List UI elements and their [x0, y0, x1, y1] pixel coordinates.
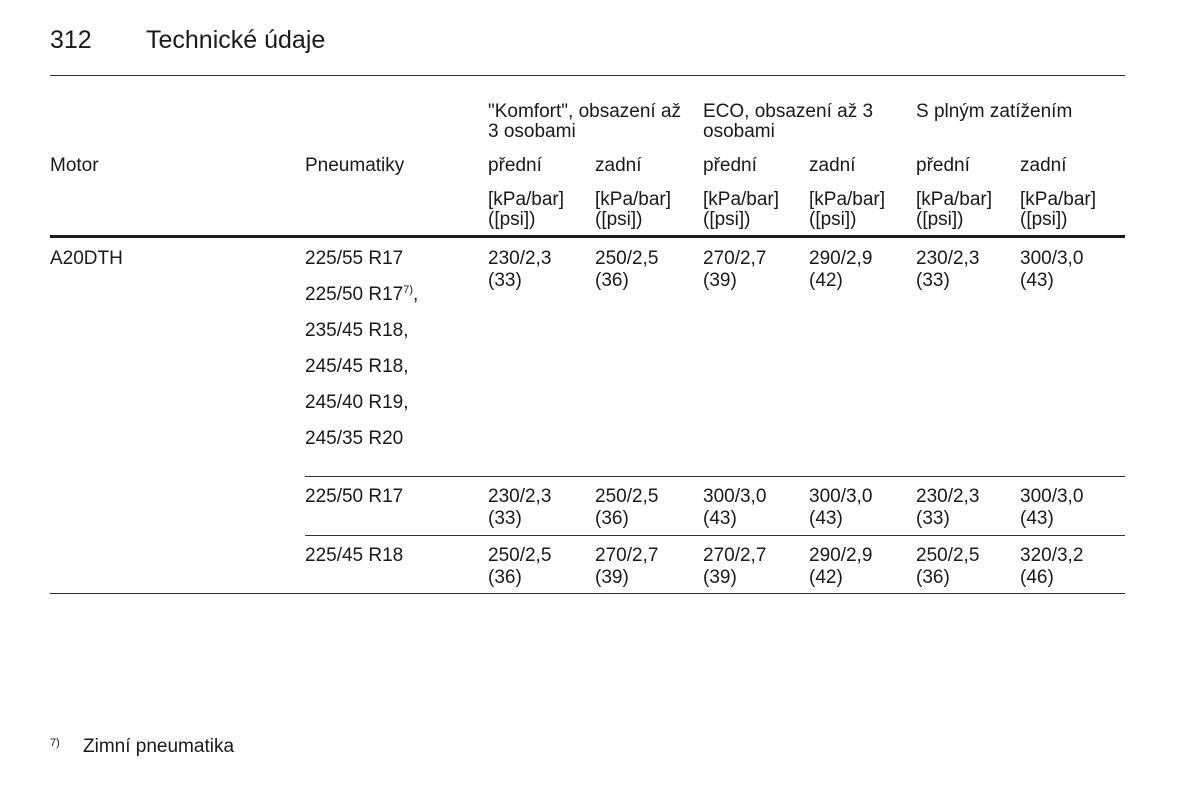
- pressure-kpa-bar: 250/2,5: [595, 248, 659, 269]
- pressure-psi: (43): [1020, 270, 1054, 291]
- pressure-psi: (36): [488, 567, 522, 588]
- tyres-header: Pneumatiky: [305, 155, 405, 176]
- pressure-psi: (36): [595, 508, 629, 529]
- pressure-kpa-bar: 300/3,0: [809, 486, 873, 507]
- pressure-kpa-bar: 230/2,3: [916, 248, 980, 269]
- unit-header: ([psi]): [595, 209, 643, 230]
- group-header: "Komfort", obsazení až 3 osobami: [488, 101, 682, 142]
- pressure-psi: (43): [703, 508, 737, 529]
- pressure-kpa-bar: 300/3,0: [1020, 248, 1084, 269]
- pressure-psi: (42): [809, 567, 843, 588]
- pressure-kpa-bar: 300/3,0: [703, 486, 767, 507]
- tyre-size: 225/45 R18: [305, 545, 404, 566]
- tyre-size: 245/35 R20: [305, 428, 404, 449]
- pressure-psi: (33): [916, 270, 950, 291]
- pressure-kpa-bar: 300/3,0: [1020, 486, 1084, 507]
- pressure-psi: (36): [595, 270, 629, 291]
- unit-header: [kPa/bar]: [595, 189, 672, 210]
- row-divider: [305, 476, 1125, 477]
- tyre-size-text: 225/50 R17: [305, 284, 404, 305]
- unit-header: [kPa/bar]: [809, 189, 886, 210]
- pressure-kpa-bar: 320/3,2: [1020, 545, 1084, 566]
- group-header: S plným zatížením: [916, 101, 1073, 122]
- pressure-kpa-bar: 250/2,5: [916, 545, 980, 566]
- unit-header: ([psi]): [916, 209, 964, 230]
- pressure-psi: (33): [916, 508, 950, 529]
- unit-header: ([psi]): [1020, 209, 1068, 230]
- row-divider: [305, 535, 1125, 536]
- motor-header: Motor: [50, 155, 99, 176]
- axle-header: přední: [703, 155, 757, 176]
- pressure-psi: (33): [488, 508, 522, 529]
- pressure-psi: (36): [916, 567, 950, 588]
- axle-header: zadní: [809, 155, 856, 176]
- unit-header: [kPa/bar]: [488, 189, 565, 210]
- pressure-psi: (46): [1020, 567, 1054, 588]
- page-title: Technické údaje: [146, 26, 326, 54]
- header-rule: [50, 75, 1125, 76]
- pressure-kpa-bar: 290/2,9: [809, 545, 873, 566]
- row-divider: [50, 593, 1125, 594]
- header-bottom-rule: [50, 235, 1125, 238]
- pressure-psi: (39): [703, 567, 737, 588]
- axle-header: přední: [488, 155, 542, 176]
- pressure-psi: (39): [595, 567, 629, 588]
- pressure-kpa-bar: 230/2,3: [488, 486, 552, 507]
- pressure-psi: (39): [703, 270, 737, 291]
- footnote-text: Zimní pneumatika: [83, 736, 235, 757]
- footnote-ref: 7): [403, 284, 414, 296]
- unit-header: ([psi]): [488, 209, 536, 230]
- page-header: [50, 24, 1125, 76]
- tyre-size: [305, 284, 418, 306]
- footnote-mark: 7): [50, 737, 60, 749]
- tyre-size-suffix: ,: [413, 284, 419, 305]
- unit-header: [kPa/bar]: [1020, 189, 1097, 210]
- unit-header: ([psi]): [809, 209, 857, 230]
- page-number: 312: [50, 26, 92, 54]
- pressure-psi: (43): [809, 508, 843, 529]
- unit-header: [kPa/bar]: [703, 189, 780, 210]
- motor-cell: A20DTH: [50, 248, 123, 269]
- axle-header: zadní: [1020, 155, 1067, 176]
- axle-header: přední: [916, 155, 970, 176]
- unit-header: ([psi]): [703, 209, 751, 230]
- pressure-kpa-bar: 230/2,3: [488, 248, 552, 269]
- unit-header: [kPa/bar]: [916, 189, 993, 210]
- tyre-size: 225/55 R17: [305, 248, 404, 269]
- group-header: ECO, obsazení až 3 osobami: [703, 101, 874, 142]
- tyre-size: 235/45 R18,: [305, 320, 409, 341]
- pressure-kpa-bar: 250/2,5: [488, 545, 552, 566]
- pressure-kpa-bar: 270/2,7: [595, 545, 659, 566]
- pressure-kpa-bar: 270/2,7: [703, 248, 767, 269]
- tyre-size: 245/40 R19,: [305, 392, 409, 413]
- tyre-size: 245/45 R18,: [305, 356, 409, 377]
- pressure-kpa-bar: 270/2,7: [703, 545, 767, 566]
- axle-header: zadní: [595, 155, 642, 176]
- pressure-psi: (33): [488, 270, 522, 291]
- pressure-psi: (42): [809, 270, 843, 291]
- pressure-psi: (43): [1020, 508, 1054, 529]
- pressure-kpa-bar: 230/2,3: [916, 486, 980, 507]
- tyre-size: 225/50 R17: [305, 486, 404, 507]
- pressure-kpa-bar: 290/2,9: [809, 248, 873, 269]
- pressure-kpa-bar: 250/2,5: [595, 486, 659, 507]
